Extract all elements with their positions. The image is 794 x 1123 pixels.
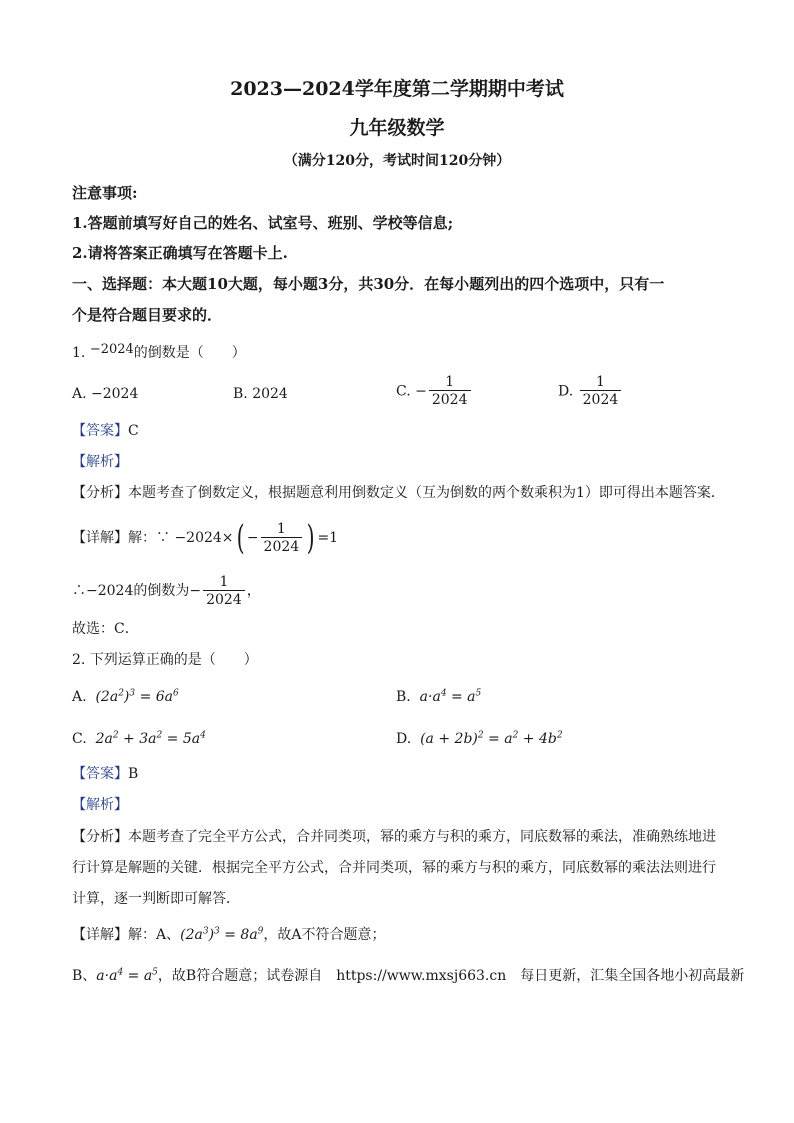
fraction [429, 374, 471, 409]
option-sign: − [415, 383, 427, 400]
analysis-tag: 【解析】 [72, 797, 128, 813]
question-1-stem [72, 343, 246, 363]
detail-result: ，故A不符合题意； [263, 927, 386, 943]
q1-option-d [558, 374, 623, 409]
answer-value: C [128, 423, 139, 439]
q2-fenxi-2: 行计算是解题的关键．根据完全平方公式，合并同类项，幂的乘方与积的乘方，同底数幂的乘法法则进行 [72, 860, 716, 876]
option-label: B. [233, 386, 248, 402]
q2-detail-a [72, 925, 386, 945]
numerator: 1 [445, 374, 455, 390]
detail-formula: $(2a^3)^3 = 8a^9$ [180, 926, 264, 943]
detail-text: 解：A、 [128, 927, 181, 943]
q1-analysis-heading [72, 452, 128, 472]
q2-option-c [72, 729, 206, 749]
denominator: 2024 [580, 390, 622, 409]
conclusion-punct: ， [246, 583, 261, 599]
answer-tag: 【答案】 [72, 423, 128, 439]
section-1-line-2: 个是符合题目要求的． [72, 306, 223, 324]
q2-analysis-heading [72, 795, 128, 815]
numerator: 1 [276, 520, 286, 537]
exam-note: （满分120分，考试时间120分钟） [283, 153, 511, 169]
q1-fenxi [72, 483, 725, 503]
q2-option-b [396, 687, 481, 707]
option-formula: $(2a^2)^3 = 6a^6$ [95, 688, 179, 705]
fraction [261, 521, 303, 556]
q1-conclusion [72, 573, 261, 609]
question-2-text: 下列运算正确的是（ ） [89, 652, 258, 668]
q1-option-c [396, 374, 473, 409]
option-label: C. [396, 383, 411, 400]
q1-option-b [233, 384, 288, 404]
q2-detail-b [72, 966, 744, 986]
q1-choose: 故选：C． [72, 621, 139, 637]
question-1-expr: −2024 [89, 342, 134, 357]
question-2-stem [72, 650, 258, 670]
option-label: D. [558, 383, 574, 400]
option-label: C. [72, 731, 87, 747]
right-paren: ) [306, 518, 315, 558]
question-1-text: 的倒数是（ ） [133, 345, 246, 361]
notice-item-2: 2.请将答案正确填写在答题卡上. [72, 244, 288, 262]
detail-formula: $a\cdot a^4 = a^5$ [96, 967, 158, 984]
question-number: 2. [72, 652, 86, 668]
notice-heading: 注意事项: [72, 184, 138, 202]
notice-item-1: 1.答题前填写好自己的姓名、试室号、班别、学校等信息; [72, 214, 454, 232]
denominator: 2024 [261, 537, 303, 556]
q1-answer [72, 421, 139, 441]
fenxi-tag: 【分析】 [72, 829, 128, 845]
option-label: A. [72, 689, 87, 705]
detail-text: 解：∵ −2024× [128, 530, 234, 546]
analysis-tag: 【解析】 [72, 454, 128, 470]
option-value: −2024 [91, 386, 139, 402]
option-formula: $2a^2 + 3a^2 = 5a^4$ [95, 730, 206, 747]
q1-detail [72, 520, 338, 556]
denominator: 2024 [429, 390, 471, 409]
left-paren: ( [236, 518, 245, 558]
conclusion-text: ∴−2024的倒数为− [72, 583, 202, 599]
q1-option-a [72, 384, 138, 404]
detail-text: B、 [72, 968, 97, 984]
detail-result: ，故B符合题意；试卷源自 https://www.mxsj663.cn 每日更新，汇集全国各地小初高最新 [157, 968, 745, 984]
answer-value: B [128, 766, 139, 782]
option-label: D. [396, 731, 412, 747]
question-number: 1. [72, 345, 86, 361]
section-1-line-1: 一、选择题：本大题10大题，每小题3分，共30分．在每小题列出的四个选项中，只有一 [72, 275, 665, 293]
exam-subject: 九年级数学 [349, 117, 445, 139]
option-formula: $(a + 2b)^2 = a^2 + 4b^2$ [420, 730, 563, 747]
fenxi-tag: 【分析】 [72, 485, 128, 501]
detail-result: =1 [317, 530, 339, 546]
denominator: 2024 [203, 590, 245, 609]
option-label: B. [396, 689, 411, 705]
q2-option-d [396, 729, 563, 749]
numerator: 1 [596, 374, 605, 390]
numerator: 1 [219, 573, 229, 590]
option-value: 2024 [252, 386, 288, 402]
fenxi-text: 本题考查了倒数定义，根据题意利用倒数定义（互为倒数的两个数乘积为1）即可得出本题答案． [128, 485, 725, 501]
detail-tag: 【详解】 [72, 530, 128, 546]
option-label: A. [72, 386, 87, 402]
q2-fenxi-1 [72, 827, 716, 847]
minus-sign: − [246, 530, 259, 546]
detail-tag: 【详解】 [72, 927, 128, 943]
q2-answer [72, 764, 138, 784]
q2-option-a [72, 687, 179, 707]
fraction [580, 374, 622, 409]
answer-tag: 【答案】 [72, 766, 128, 782]
option-formula: $a\cdot a^4 = a^5$ [419, 688, 482, 705]
exam-title: 2023—2024学年度第二学期期中考试 [230, 78, 564, 100]
q2-fenxi-3: 计算，逐一判断即可解答． [72, 891, 240, 907]
fraction [203, 574, 245, 609]
fenxi-text: 本题考查了完全平方公式，合并同类项，幂的乘方与积的乘方，同底数幂的乘法，准确熟练地进 [128, 829, 716, 845]
